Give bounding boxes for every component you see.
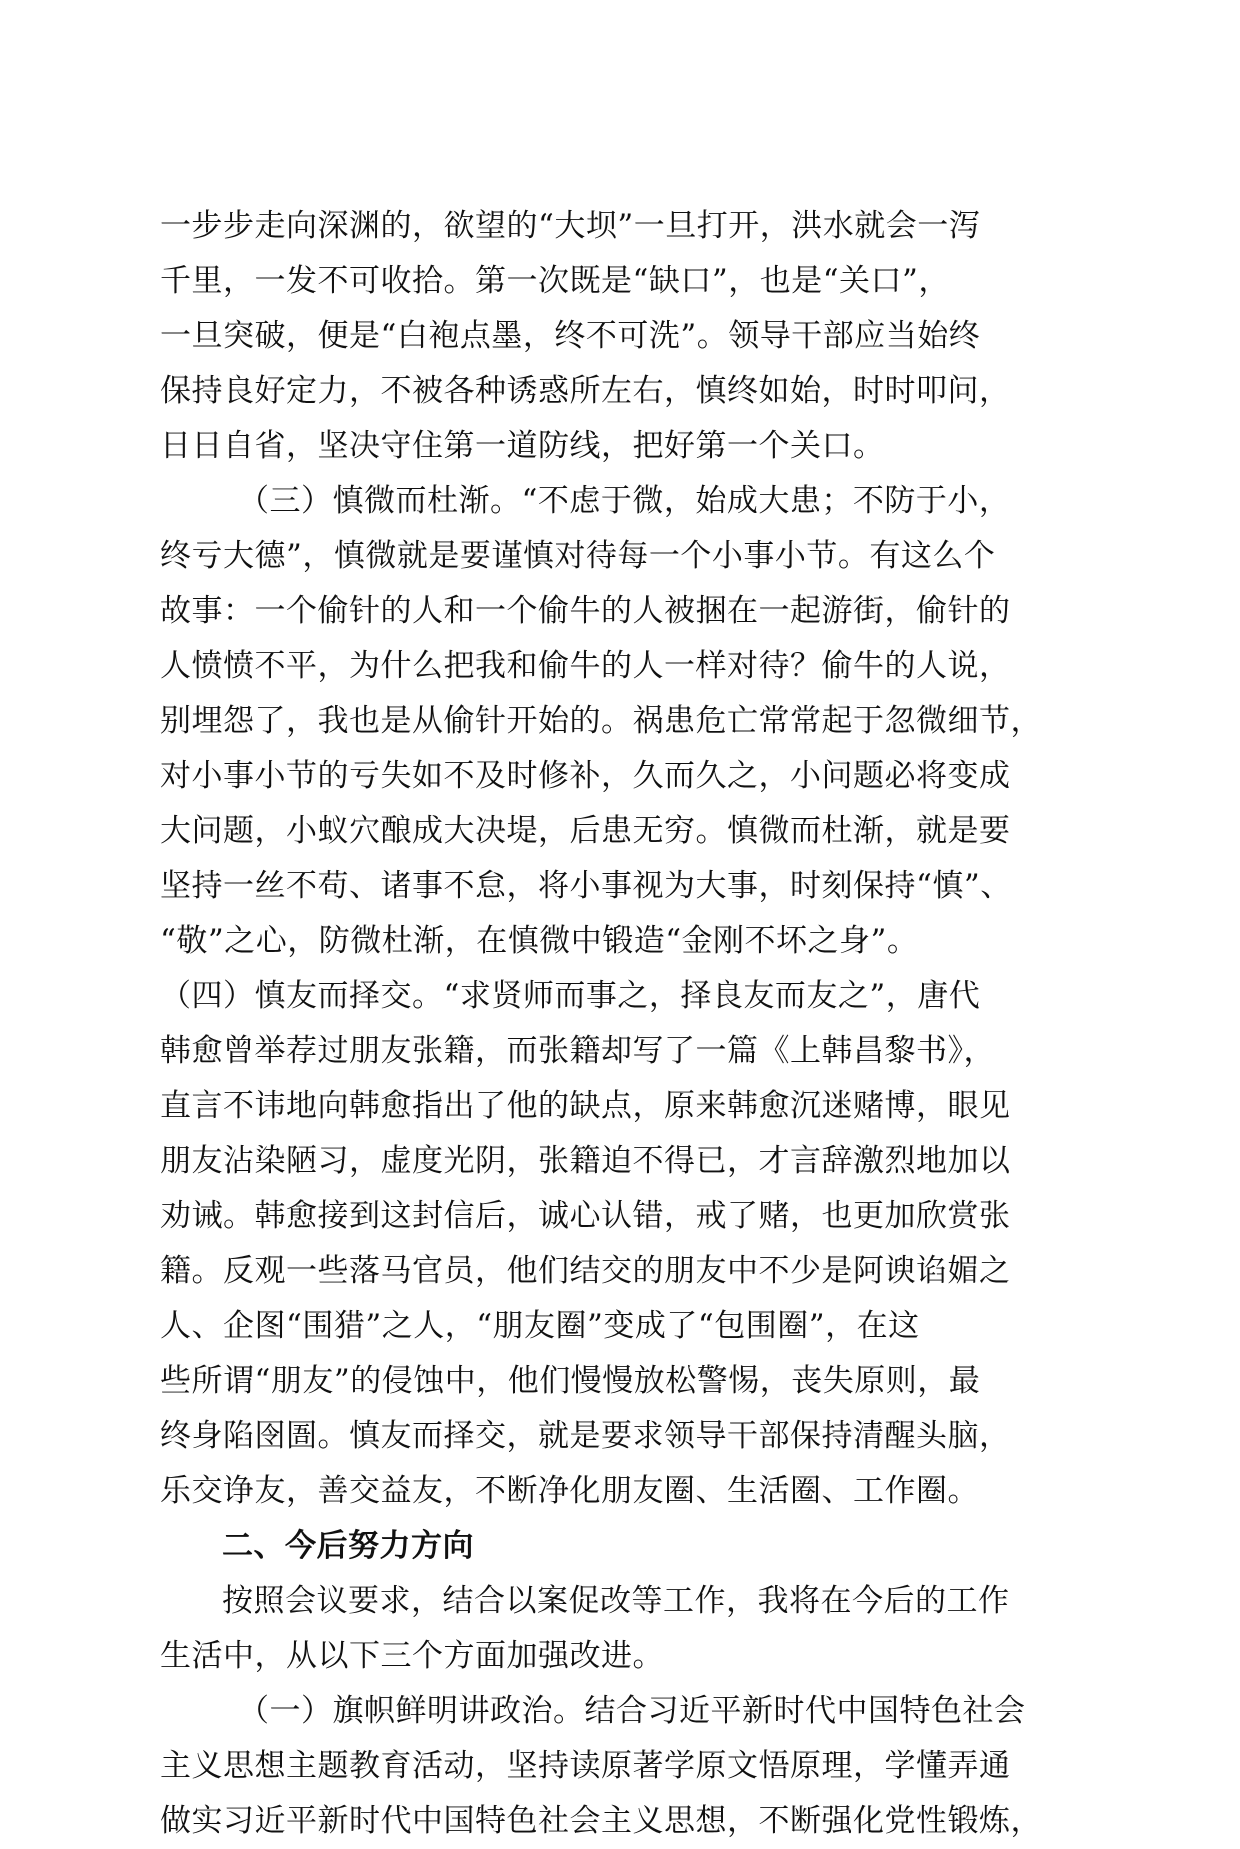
text-line: 终亏大德”，慎微就是要谨慎对待每一个小事小节。有这么个 xyxy=(160,538,996,574)
text-line: 直言不讳地向韩愈指出了他的缺点，原来韩愈沉迷赌博，眼见 xyxy=(160,1088,1011,1124)
paragraph-start-line: （三）慎微而杜渐。“不虑于微，始成大患；不防于小， xyxy=(238,483,1011,519)
text-line: 乐交诤友，善交益友，不断净化朋友圈、生活圈、工作圈。 xyxy=(160,1473,979,1509)
text-line: 保持良好定力，不被各种诱惑所左右，慎终如始，时时叩问， xyxy=(160,373,1011,409)
text-line: 劝诫。韩愈接到这封信后，诚心认错，戒了赌，也更加欣赏张 xyxy=(160,1198,1011,1234)
text-line: 做实习近平新时代中国特色社会主义思想，不断强化党性锻炼， xyxy=(160,1803,1042,1839)
text-line: 故事：一个偷针的人和一个偷牛的人被捆在一起游街，偷针的 xyxy=(160,593,1011,629)
text-line: 一旦突破，便是“白袍点墨，终不可洗”。领导干部应当始终 xyxy=(160,318,981,354)
text-line: 籍。反观一些落马官员，他们结交的朋友中不少是阿谀谄媚之 xyxy=(160,1253,1011,1289)
text-line: 些所谓“朋友”的侵蚀中，他们慢慢放松警惕，丧失原则，最 xyxy=(160,1363,981,1399)
text-line: 对小事小节的亏失如不及时修补，久而久之，小问题必将变成 xyxy=(160,758,1011,794)
text-line: 一步步走向深渊的，欲望的“大坝”一旦打开，洪水就会一泻 xyxy=(160,208,981,244)
text-line: 别埋怨了，我也是从偷针开始的。祸患危亡常常起于忽微细节， xyxy=(160,703,1042,739)
text-line: 生活中，从以下三个方面加强改进。 xyxy=(160,1638,664,1674)
text-line: 日日自省，坚决守住第一道防线，把好第一个关口。 xyxy=(160,428,885,464)
text-line: 人、企图“围猎”之人，“朋友圈”变成了“包围圈”，在这 xyxy=(160,1308,920,1344)
text-line: 千里，一发不可收拾。第一次既是“缺口”，也是“关口”， xyxy=(160,263,950,299)
text-line: 坚持一丝不苟、诸事不怠，将小事视为大事，时刻保持“慎”、 xyxy=(160,868,1012,904)
text-line: 人愤愤不平，为什么把我和偷牛的人一样对待？偷牛的人说， xyxy=(160,648,1011,684)
paragraph-start-line: 按照会议要求，结合以案促改等工作，我将在今后的工作 xyxy=(222,1583,1010,1619)
section-heading: 二、今后努力方向 xyxy=(222,1528,474,1564)
text-line: 大问题，小蚁穴酿成大决堤，后患无穷。慎微而杜渐，就是要 xyxy=(160,813,1011,849)
document-page xyxy=(160,199,1080,1849)
paragraph-start-line: （四）慎友而择交。“求贤师而事之，择良友而友之”，唐代 xyxy=(160,978,981,1014)
text-line: 主义思想主题教育活动，坚持读原著学原文悟原理，学懂弄通 xyxy=(160,1748,1011,1784)
text-line: 韩愈曾举荐过朋友张籍，而张籍却写了一篇《上韩昌黎书》， xyxy=(160,1033,995,1069)
text-line: “敬”之心，防微杜渐，在慎微中锻造“金刚不坏之身”。 xyxy=(160,923,919,959)
text-line: 朋友沾染陋习，虚度光阴，张籍迫不得已，才言辞激烈地加以 xyxy=(160,1143,1011,1179)
paragraph-start-line: （一）旗帜鲜明讲政治。结合习近平新时代中国特色社会 xyxy=(238,1693,1026,1729)
text-line: 终身陷囹圄。慎友而择交，就是要求领导干部保持清醒头脑， xyxy=(160,1418,1011,1454)
